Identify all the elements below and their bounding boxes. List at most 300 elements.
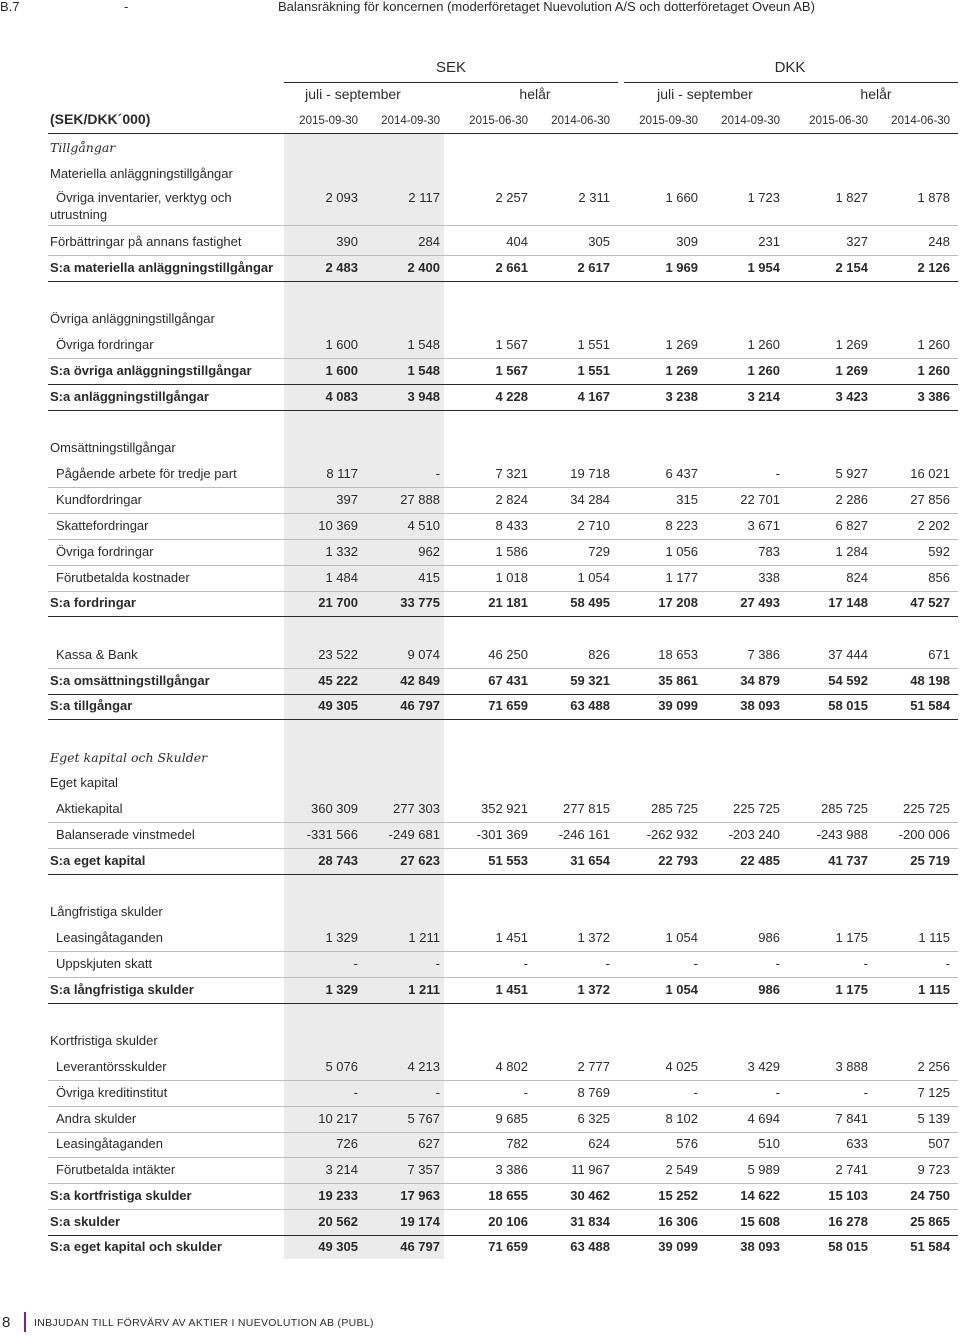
- table-cell: 510: [758, 1136, 780, 1151]
- table-cell: 1 827: [835, 190, 868, 205]
- table-cell: 1 260: [747, 337, 780, 352]
- table-cell: 2 256: [917, 1059, 950, 1074]
- table-cell: 16 021: [910, 466, 950, 481]
- group-rule: [284, 82, 618, 83]
- table-cell: 4 802: [495, 1059, 528, 1074]
- table-cell: 1 329: [325, 982, 358, 997]
- table-cell: 41 737: [828, 853, 868, 868]
- table-cell: 1 372: [577, 930, 610, 945]
- unit-label: (SEK/DKK´000): [50, 111, 151, 127]
- table-cell: 3 429: [747, 1059, 780, 1074]
- row-rule: [48, 694, 958, 695]
- table-cell: 54 592: [828, 673, 868, 688]
- table-cell: 5 139: [917, 1111, 950, 1126]
- table-cell: 39 099: [658, 1239, 698, 1254]
- table-cell: -: [945, 956, 950, 971]
- column-header-date: 2014-06-30: [551, 115, 610, 127]
- row-rule: [48, 1132, 958, 1133]
- table-cell: 28 743: [318, 853, 358, 868]
- table-cell: 397: [336, 492, 358, 507]
- row-rule: [48, 410, 958, 411]
- table-cell: 17 963: [400, 1188, 440, 1203]
- row-label: Leasingåtaganden: [56, 930, 163, 945]
- table-cell: 48 198: [910, 673, 950, 688]
- table-cell: 22 701: [740, 492, 780, 507]
- table-cell: 3 238: [665, 389, 698, 404]
- table-cell: -: [605, 956, 610, 971]
- table-cell: -: [863, 956, 868, 971]
- table-cell: 1 723: [747, 190, 780, 205]
- row-label: Pågående arbete för tredje part: [56, 466, 237, 481]
- column-subgroup: juli - september: [657, 86, 753, 102]
- table-cell: 1 269: [835, 363, 868, 378]
- table-cell: 4 167: [577, 389, 610, 404]
- table-cell: 2 617: [577, 260, 610, 275]
- table-cell: 45 222: [318, 673, 358, 688]
- row-label: Omsättningstillgångar: [50, 440, 176, 455]
- table-cell: 2 117: [408, 190, 440, 205]
- row-rule: [48, 225, 958, 226]
- table-cell: -: [353, 956, 358, 971]
- table-cell: 71 659: [488, 698, 528, 713]
- group-rule: [624, 82, 958, 83]
- table-cell: 21 181: [488, 595, 528, 610]
- table-cell: 1 329: [325, 930, 358, 945]
- row-label: S:a anläggningstillgångar: [50, 389, 209, 404]
- table-cell: 8 117: [326, 466, 358, 481]
- row-rule: [48, 539, 958, 540]
- table-cell: 23 522: [318, 647, 358, 662]
- table-cell: 2 741: [835, 1162, 868, 1177]
- row-rule: [48, 591, 958, 592]
- row-rule: [48, 719, 958, 720]
- row-rule: [48, 565, 958, 566]
- table-cell: 2 483: [325, 260, 358, 275]
- table-cell: 49 305: [318, 698, 358, 713]
- table-cell: 47 527: [910, 595, 950, 610]
- table-cell: 24 750: [910, 1188, 950, 1203]
- table-cell: 315: [676, 492, 698, 507]
- row-label: S:a kortfristiga skulder: [50, 1188, 192, 1203]
- table-cell: 284: [418, 234, 440, 249]
- row-label: S:a övriga anläggningstillgångar: [50, 363, 252, 378]
- table-cell: 4 025: [665, 1059, 698, 1074]
- table-cell: 42 849: [400, 673, 440, 688]
- table-cell: 4 228: [495, 389, 528, 404]
- table-cell: 63 488: [570, 1239, 610, 1254]
- table-cell: -: [353, 1085, 358, 1100]
- table-cell: 3 386: [917, 389, 950, 404]
- table-cell: 1 484: [325, 570, 358, 585]
- table-cell: 225 725: [733, 801, 780, 816]
- table-cell: 225 725: [903, 801, 950, 816]
- row-label: Övriga anläggningstillgångar: [50, 311, 215, 326]
- row-label: Eget kapital och Skulder: [50, 750, 208, 765]
- table-cell: 18 653: [658, 647, 698, 662]
- column-subgroup: juli - september: [305, 86, 401, 102]
- table-cell: 1 260: [917, 337, 950, 352]
- table-cell: 22 793: [658, 853, 698, 868]
- table-cell: 37 444: [828, 647, 868, 662]
- row-rule: [48, 822, 958, 823]
- table-cell: 63 488: [570, 698, 610, 713]
- row-label: S:a eget kapital och skulder: [50, 1239, 222, 1254]
- table-cell: 592: [928, 544, 950, 559]
- table-cell: -262 932: [646, 827, 698, 842]
- table-cell: -: [775, 956, 780, 971]
- table-cell: 4 510: [407, 518, 440, 533]
- table-cell: 1 600: [325, 363, 358, 378]
- table-cell: 1 260: [917, 363, 950, 378]
- table-cell: 248: [928, 234, 950, 249]
- header-rule: [48, 133, 958, 134]
- column-header-date: 2015-09-30: [299, 115, 358, 127]
- table-cell: -: [693, 956, 698, 971]
- table-cell: 30 462: [570, 1188, 610, 1203]
- table-cell: -243 988: [816, 827, 868, 842]
- table-cell: 14 622: [740, 1188, 780, 1203]
- column-header-date: 2015-06-30: [809, 115, 868, 127]
- table-cell: 20 106: [488, 1214, 528, 1229]
- table-cell: 7 386: [747, 647, 780, 662]
- table-cell: 10 217: [318, 1111, 358, 1126]
- row-rule: [48, 384, 958, 385]
- table-cell: 277 815: [563, 801, 610, 816]
- table-cell: -203 240: [728, 827, 780, 842]
- table-cell: 2 824: [495, 492, 528, 507]
- table-cell: 34 284: [570, 492, 610, 507]
- table-cell: 51 584: [910, 698, 950, 713]
- table-cell: -200 006: [898, 827, 950, 842]
- table-cell: 3 888: [835, 1059, 868, 1074]
- row-rule: [48, 513, 958, 514]
- table-cell: 1 567: [495, 337, 528, 352]
- table-cell: 2 661: [495, 260, 528, 275]
- table-cell: 58 015: [828, 698, 868, 713]
- table-cell: -: [775, 1085, 780, 1100]
- page-footer: [0, 1308, 600, 1336]
- table-cell: 1 551: [577, 363, 610, 378]
- row-rule: [48, 255, 958, 256]
- section-number: B.7: [0, 0, 20, 14]
- table-cell: 46 797: [400, 1239, 440, 1254]
- table-cell: 338: [758, 570, 780, 585]
- table-cell: -249 681: [388, 827, 440, 842]
- row-label: S:a tillgångar: [50, 698, 133, 713]
- table-cell: 1 451: [495, 982, 528, 997]
- row-rule: [48, 977, 958, 978]
- table-cell: 19 718: [570, 466, 610, 481]
- table-cell: -: [435, 1085, 440, 1100]
- column-group-sek: SEK: [435, 59, 466, 76]
- table-cell: 3 214: [325, 1162, 358, 1177]
- table-cell: 8 433: [495, 518, 528, 533]
- table-cell: 27 888: [400, 492, 440, 507]
- table-cell: 1 332: [325, 544, 358, 559]
- table-cell: 2 400: [407, 260, 440, 275]
- row-label-continued: utrustning: [50, 207, 108, 222]
- row-label: Övriga inventarier, verktyg och: [56, 190, 232, 205]
- row-label: Kortfristiga skulder: [50, 1033, 158, 1048]
- table-cell: 633: [846, 1136, 868, 1151]
- row-label: Kundfordringar: [56, 492, 142, 507]
- table-cell: 1 660: [665, 190, 698, 205]
- table-cell: 4 083: [325, 389, 358, 404]
- table-cell: 1 586: [495, 544, 528, 559]
- table-cell: 1 211: [408, 930, 440, 945]
- table-cell: 15 252: [658, 1188, 698, 1203]
- table-cell: 58 495: [570, 595, 610, 610]
- table-cell: 19 174: [400, 1214, 440, 1229]
- row-rule: [48, 616, 958, 617]
- table-cell: 6 437: [665, 466, 698, 481]
- table-cell: -: [435, 466, 440, 481]
- table-cell: 4 694: [747, 1111, 780, 1126]
- row-label: Eget kapital: [50, 775, 118, 790]
- row-rule: [48, 1183, 958, 1184]
- table-cell: 231: [758, 234, 780, 249]
- table-cell: 729: [588, 544, 610, 559]
- table-cell: 51 584: [910, 1239, 950, 1254]
- table-cell: -: [693, 1085, 698, 1100]
- row-rule: [48, 487, 958, 488]
- table-cell: 576: [676, 1136, 698, 1151]
- table-cell: 627: [418, 1136, 440, 1151]
- table-cell: 352 921: [481, 801, 528, 816]
- table-cell: 1 269: [665, 363, 698, 378]
- table-cell: 34 879: [740, 673, 780, 688]
- row-label: Övriga fordringar: [56, 544, 154, 559]
- row-label: S:a långfristiga skulder: [50, 982, 194, 997]
- table-cell: 2 710: [577, 518, 610, 533]
- table-cell: 4 213: [407, 1059, 440, 1074]
- table-cell: -: [775, 466, 780, 481]
- table-cell: 671: [928, 647, 950, 662]
- table-cell: 277 303: [393, 801, 440, 816]
- table-cell: 38 093: [740, 1239, 780, 1254]
- table-cell: 309: [676, 234, 698, 249]
- column-header-date: 2015-09-30: [639, 115, 698, 127]
- table-cell: 390: [336, 234, 358, 249]
- table-cell: -246 161: [558, 827, 610, 842]
- row-rule: [48, 668, 958, 669]
- row-label: S:a materiella anläggningstillgångar: [50, 260, 274, 275]
- table-cell: 3 423: [835, 389, 868, 404]
- table-cell: 986: [758, 982, 780, 997]
- row-label: Långfristiga skulder: [50, 904, 163, 919]
- table-cell: 3 671: [747, 518, 780, 533]
- row-label: Övriga fordringar: [56, 337, 154, 352]
- table-cell: 6 827: [835, 518, 868, 533]
- table-cell: 3 386: [495, 1162, 528, 1177]
- table-cell: 39 099: [658, 698, 698, 713]
- table-cell: 783: [758, 544, 780, 559]
- page-header: [0, 0, 960, 20]
- table-cell: 2 777: [577, 1059, 610, 1074]
- table-cell: 1 211: [408, 982, 440, 997]
- row-label: Balanserade vinstmedel: [56, 827, 195, 842]
- row-label: Förutbetalda kostnader: [56, 570, 190, 585]
- table-cell: 2 093: [325, 190, 358, 205]
- row-label: S:a fordringar: [50, 595, 136, 610]
- table-cell: 9 723: [917, 1162, 950, 1177]
- table-cell: 19 233: [318, 1188, 358, 1203]
- row-label: Skattefordringar: [56, 518, 149, 533]
- table-cell: 8 102: [665, 1111, 698, 1126]
- table-cell: 1 372: [577, 982, 610, 997]
- table-cell: 1 284: [835, 544, 868, 559]
- table-cell: 305: [588, 234, 610, 249]
- table-cell: 1 175: [835, 930, 868, 945]
- table-cell: 285 725: [651, 801, 698, 816]
- table-cell: 7 125: [917, 1085, 950, 1100]
- table-cell: 1 054: [665, 930, 698, 945]
- table-cell: -301 369: [476, 827, 528, 842]
- table-cell: 2 257: [495, 190, 528, 205]
- table-cell: 3 948: [407, 389, 440, 404]
- row-rule: [48, 1003, 958, 1004]
- table-cell: 1 878: [917, 190, 950, 205]
- table-cell: 11 967: [571, 1162, 610, 1177]
- table-cell: 1 954: [747, 260, 780, 275]
- table-cell: 782: [506, 1136, 528, 1151]
- page-title: Balansräkning för koncernen (moderföretaget Nuevolution A/S och dotterföretaget Oveun AB): [278, 0, 815, 14]
- table-cell: 824: [846, 570, 868, 585]
- table-cell: 5 076: [325, 1059, 358, 1074]
- row-rule: [48, 1235, 958, 1236]
- table-cell: 10 369: [318, 518, 358, 533]
- column-header-date: 2014-09-30: [381, 115, 440, 127]
- table-cell: 22 485: [740, 853, 780, 868]
- table-cell: 5 767: [407, 1111, 440, 1126]
- table-cell: 9 685: [495, 1111, 528, 1126]
- table-cell: 1 056: [665, 544, 698, 559]
- table-cell: 58 015: [828, 1239, 868, 1254]
- row-rule: [48, 848, 958, 849]
- table-cell: 856: [928, 570, 950, 585]
- table-cell: -: [435, 956, 440, 971]
- table-cell: 5 989: [747, 1162, 780, 1177]
- row-rule: [48, 1209, 958, 1210]
- table-cell: 624: [588, 1136, 610, 1151]
- table-cell: 8 223: [665, 518, 698, 533]
- table-cell: 27 856: [910, 492, 950, 507]
- table-cell: 826: [588, 647, 610, 662]
- table-cell: -: [523, 956, 528, 971]
- table-cell: 1 175: [835, 982, 868, 997]
- table-cell: 51 553: [488, 853, 528, 868]
- table-cell: 7 841: [835, 1111, 868, 1126]
- column-header-date: 2014-06-30: [891, 115, 950, 127]
- row-label: S:a eget kapital: [50, 853, 146, 868]
- table-cell: 7 357: [407, 1162, 440, 1177]
- table-cell: 1 451: [495, 930, 528, 945]
- table-cell: 25 719: [910, 853, 950, 868]
- table-cell: 404: [506, 234, 528, 249]
- table-cell: 46 250: [488, 647, 528, 662]
- table-cell: 415: [418, 570, 440, 585]
- table-cell: 1 177: [665, 570, 698, 585]
- table-cell: 67 431: [488, 673, 528, 688]
- table-cell: 8 769: [577, 1085, 610, 1100]
- table-cell: 327: [846, 234, 868, 249]
- table-cell: 38 093: [740, 698, 780, 713]
- table-cell: -: [523, 1085, 528, 1100]
- table-cell: 35 861: [658, 673, 698, 688]
- table-cell: 15 608: [740, 1214, 780, 1229]
- table-cell: 1 054: [577, 570, 610, 585]
- table-cell: 46 797: [400, 698, 440, 713]
- table-cell: 2 202: [917, 518, 950, 533]
- row-label: Förutbetalda intäkter: [56, 1162, 176, 1177]
- table-cell: 1 548: [407, 337, 440, 352]
- table-cell: 33 775: [400, 595, 440, 610]
- table-cell: 2 126: [917, 260, 950, 275]
- table-cell: 31 834: [570, 1214, 610, 1229]
- table-cell: 1 269: [665, 337, 698, 352]
- table-cell: 17 208: [658, 595, 698, 610]
- table-cell: 17 148: [828, 595, 868, 610]
- table-cell: 27 493: [740, 595, 780, 610]
- table-cell: 49 305: [318, 1239, 358, 1254]
- column-group-dkk: DKK: [774, 59, 806, 76]
- table-cell: 21 700: [318, 595, 358, 610]
- table-cell: 1 548: [407, 363, 440, 378]
- table-cell: 1 269: [835, 337, 868, 352]
- table-cell: 71 659: [488, 1239, 528, 1254]
- table-cell: 2 286: [835, 492, 868, 507]
- table-cell: 1 260: [747, 363, 780, 378]
- table-cell: 20 562: [318, 1214, 358, 1229]
- table-cell: 1 018: [495, 570, 528, 585]
- table-cell: 1 551: [577, 337, 610, 352]
- column-header-date: 2014-09-30: [721, 115, 780, 127]
- column-subgroup: helår: [519, 86, 551, 102]
- row-rule: [48, 1106, 958, 1107]
- row-label: Aktiekapital: [56, 801, 123, 816]
- row-rule: [48, 358, 958, 359]
- table-cell: 6 325: [577, 1111, 610, 1126]
- table-cell: 1 600: [325, 337, 358, 352]
- footer-accent-bar: [24, 1312, 26, 1332]
- table-cell: 59 321: [570, 673, 610, 688]
- header-dash: -: [124, 0, 129, 14]
- row-label: Leverantörsskulder: [56, 1059, 167, 1074]
- table-cell: 962: [418, 544, 440, 559]
- column-header-date: 2015-06-30: [469, 115, 528, 127]
- table-cell: 285 725: [821, 801, 868, 816]
- row-label: Materiella anläggningstillgångar: [50, 166, 233, 181]
- row-rule: [48, 1080, 958, 1081]
- row-rule: [48, 951, 958, 952]
- row-label: Kassa & Bank: [56, 647, 138, 662]
- row-label: Förbättringar på annans fastighet: [50, 234, 242, 249]
- table-cell: 25 865: [910, 1214, 950, 1229]
- table-cell: 1 115: [918, 982, 950, 997]
- table-cell: -: [863, 1085, 868, 1100]
- table-cell: -331 566: [306, 827, 358, 842]
- table-cell: 726: [336, 1136, 358, 1151]
- table-cell: 1 969: [665, 260, 698, 275]
- row-label: Uppskjuten skatt: [56, 956, 153, 971]
- table-cell: 507: [928, 1136, 950, 1151]
- row-label: S:a omsättningstillgångar: [50, 673, 210, 688]
- table-cell: 18 655: [488, 1188, 528, 1203]
- table-cell: 16 306: [658, 1214, 698, 1229]
- row-label: Övriga kreditinstitut: [56, 1085, 168, 1100]
- table-cell: 5 927: [835, 466, 868, 481]
- table-cell: 986: [758, 930, 780, 945]
